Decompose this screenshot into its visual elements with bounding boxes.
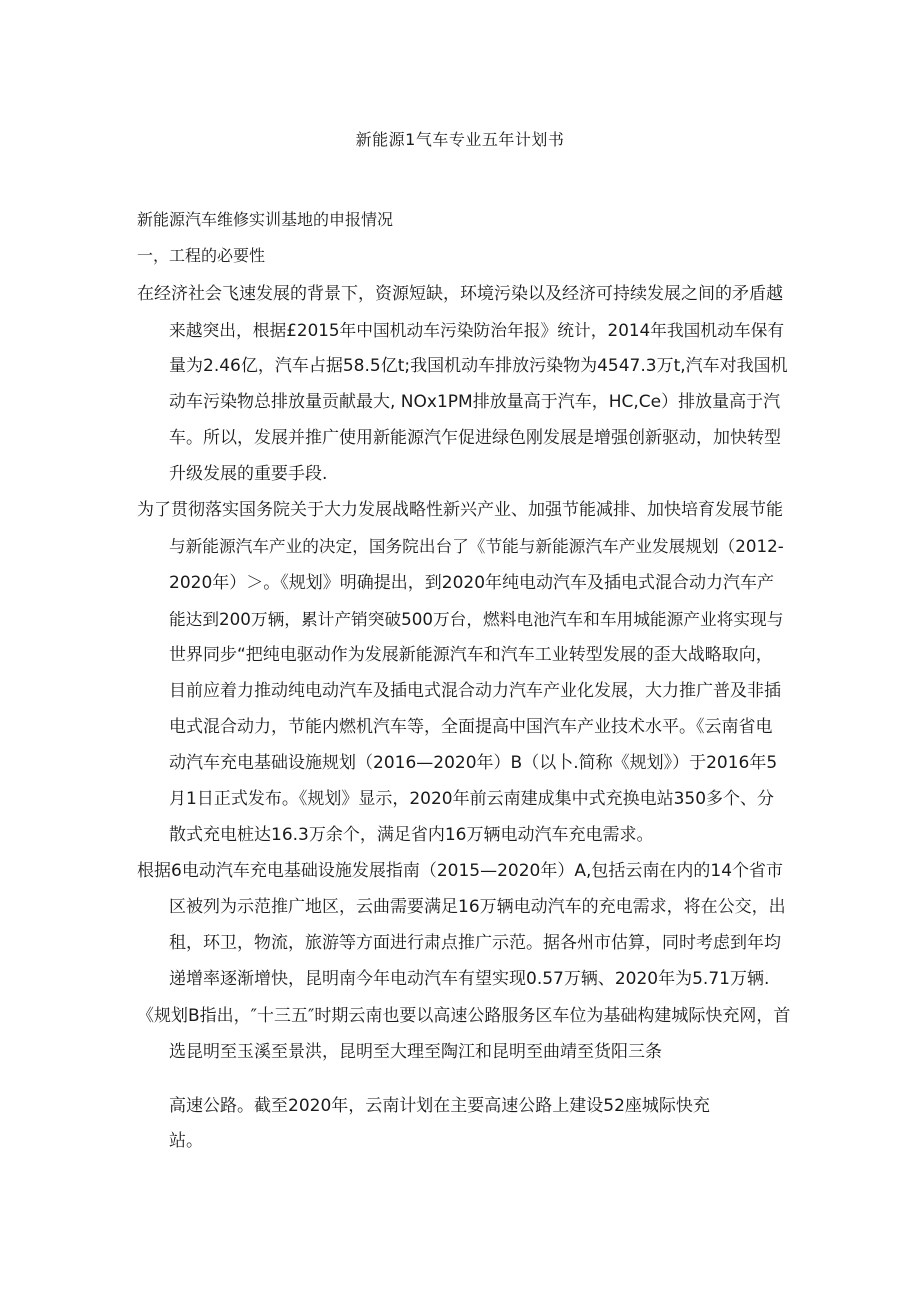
- document-title: 新能源1气车专业五年计划书: [355, 130, 565, 149]
- paragraph-line: 量为2.46亿，汽车占据58.5亿t;我国机动车排放污染物为4547.3万t,汽车对我国机: [169, 356, 788, 376]
- paragraph-line: 动车污染物总排放量贡献最大, NOx1PM排放量高于汽车，HC,Ce）排放量高于汽: [169, 392, 781, 412]
- paragraph-line: 车。所以，发展并推广使用新能源汽乍促进绿色刚发展是增强创新驱动，加快转型: [169, 428, 781, 448]
- paragraph-line: 散式充电桩达16.3万余个，满足省内16万辆电动汽车充电需求。: [169, 825, 654, 845]
- paragraph-line: 来越突出，根据£2015年中国机动车污染防治年报》统计，2014年我国机动车保有: [169, 320, 785, 340]
- paragraph-line: 电式混合动力，节能内燃机汽车等，全面提高中国汽车产业技术水平。《云南省电: [169, 717, 773, 737]
- paragraph-line: 为了贯彻落实国务院关于大力发展战略性新兴产业、加强节能减排、加快培育发展节能: [137, 500, 783, 520]
- paragraph-line: 世界同步“把纯电驱动作为发展新能源汽车和汽车工业转型发展的歪大战略取向，: [169, 645, 773, 665]
- paragraph-line: 升级发展的重要手段.: [169, 464, 328, 484]
- paragraph-line: 区被列为示范推广地区，云曲需要满足16万辆电动汽车的充电需求，将在公交，出: [169, 897, 786, 917]
- paragraph-line: 《规划B指出，″十三五″时期云南也要以高速公路服务区车位为基础构建城际快充网，首: [137, 1006, 791, 1026]
- paragraph-line: 递增率逐渐增快，昆明南今年电动汽车有望实现0.57万辆、2020年为5.71万辆.: [169, 969, 770, 989]
- paragraph-line: 能达到200万辆，累计产销突破500万台，燃料电池汽车和车用城能源产业将实现与: [169, 609, 784, 629]
- paragraph-line: 站。: [169, 1131, 203, 1151]
- subsection-heading: 一，工程的必要性: [137, 246, 266, 265]
- paragraph-line: 租，环卫，物流，旅游等方面进行肃点推广示范。据各州市估算，同时考虑到年均: [169, 933, 781, 953]
- paragraph-line: 月1日正式发布。《规划》显示，2020年前云南建成集中式充换电站350多个、分: [169, 789, 775, 809]
- paragraph-line: 高速公路。截至2020年，云南计划在主要高速公路上建设52座城际快充: [169, 1096, 710, 1116]
- paragraph-line: 动汽车充电基础设施规划（2016—2020年）B（以卜.简称《规划》）于2016年5: [169, 753, 778, 773]
- section-heading: 新能源汽车维修实训基地的申报情况: [137, 210, 394, 229]
- paragraph-line: 根据6电动汽车充电基础设施发展指南（2015—2020年）A,包括云南在内的14个省市: [137, 861, 784, 881]
- paragraph-line: 在经济社会飞速发展的背景下，资源短缺，环境污染以及经济可持续发展之间的矛盾越: [137, 284, 783, 304]
- paragraph-line: 与新能源汽车产业的决定，国务院出台了《节能与新能源汽车产业发展规划（2012-: [169, 537, 784, 556]
- paragraph-line: 目前应着力推动纯电动汽车及插电式混合动力汽车产业化发展，大力推广普及非插: [169, 681, 781, 701]
- paragraph-line: 2020年）＞。《规划》明确提出，到2020年纯电动汽车及插电式混合动力汽车产: [169, 573, 775, 593]
- paragraph-line: 选昆明至玉溪至景洪，昆明至大理至陶江和昆明至曲靖至货阳三条: [169, 1042, 662, 1062]
